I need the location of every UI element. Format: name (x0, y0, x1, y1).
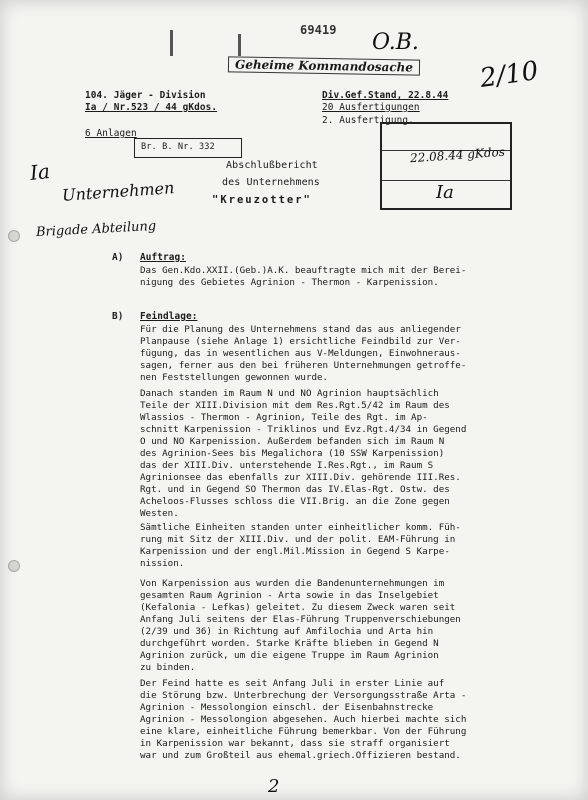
section-b-title: Feindlage: (140, 311, 198, 322)
text-line: zu binden. (140, 662, 196, 673)
text-line: Rgt. und in Gegend SO Thermon das IV.Elas-Rgt. Ostw. des (140, 484, 450, 495)
stamp-divider (382, 180, 510, 181)
section-b-paragraph-3 (140, 522, 550, 570)
text-line: fügung, das in wesentlichen aus V-Meldungen, Einwohneraus- (140, 348, 461, 359)
reference-number: Ia / Nr.523 / 44 gKdos. (85, 102, 218, 113)
title-line-1: Abschlußbericht (226, 160, 318, 171)
title-line-2: des Unternehmens (222, 177, 320, 188)
section-b-paragraph-1 (140, 324, 550, 384)
division-heading: 104. Jäger - Division (85, 90, 206, 101)
text-line: des Agrinion-Sees bis Megalichora (10 SSW Karpenission) (140, 448, 445, 459)
text-line: O und NO Karpenission. Außerdem befanden sich im Raum N (140, 436, 445, 447)
text-line: in Karpenission war bekannt, dass sie straff organisiert (140, 738, 450, 749)
text-line: gesamten Raum Agrinion - Arta sowie in das Inselgebiet (140, 590, 439, 601)
text-line: sagen, ferner aus den bei früheren Unternehmungen getroffe- (140, 360, 467, 371)
receipt-date-handwriting: 22.08.44 gKdos (409, 144, 506, 166)
number-stamp: 69419 (300, 23, 337, 37)
text-line: Karpenission und der engl.Mil.Mission in Gegend S Karpe- (140, 546, 450, 557)
binding-mark (170, 30, 173, 56)
text-line: eine klare, einheitliche Führung bemerkbar. Von der Führung (140, 726, 467, 737)
margin-handwriting-number: 2/10 (478, 56, 541, 94)
text-line: Teile der XIII.Division mit dem Res.Rgt.5/42 im Raum des (140, 400, 450, 411)
text-line: Für die Planung des Unternehmens stand das aus anliegender (140, 324, 461, 335)
text-line: Acheloos-Flusses schloss die VII.Brig. an die Zone gegen (140, 496, 450, 507)
text-line: das der XIII.Div. unterstehende I.Res.Rgt., im Raum S (140, 460, 434, 471)
registry-stamp (134, 138, 242, 158)
section-a-label: A) (112, 252, 124, 263)
text-line: (2/39 und 36) in Richtung auf Amfilochia und Arta hin (140, 626, 434, 637)
text-line: Das Gen.Kdo.XXII.(Geb.)A.K. beauftragte mich mit der Berei- (140, 265, 467, 276)
page-number-mark: 2 (268, 776, 280, 797)
punch-hole (8, 560, 20, 572)
text-line: Agrinion - Messolongion einschl. der Eisenbahnstrecke (140, 702, 434, 713)
section-b-paragraph-5 (140, 678, 550, 762)
section-b-paragraph-4 (140, 578, 550, 674)
text-line: Wlassios - Thermon - Agrinion, Teile des Rgt. im Ap- (140, 412, 428, 423)
initials-handwriting: O.B. (372, 30, 419, 55)
receiver-handwriting: Ia (436, 182, 454, 203)
text-line: Sämtliche Einheiten standen unter einheitlicher komm. Füh- (140, 522, 461, 533)
receipt-stamp (380, 122, 512, 210)
attachments-count: 6 Anlagen (85, 128, 137, 139)
location-date: Div.Gef.Stand, 22.8.44 (322, 90, 449, 101)
text-line: Von Karpenission aus wurden die Bandenunternehmungen im (140, 578, 445, 589)
text-line: Agrinion zurück, um die eigene Truppe im Raum Agrinion (140, 650, 439, 661)
binding-mark (238, 34, 241, 56)
text-line: (Kefalonia - Lefkas) geleitet. Zu diesem Zweck waren seit (140, 602, 456, 613)
copies-count: 20 Ausfertigungen (322, 102, 420, 113)
copy-number: 2. Ausfertigung. (322, 115, 414, 126)
text-line: Planpause (siehe Anlage 1) ersichtliche Feindbild zur Ver- (140, 336, 461, 347)
punch-hole (8, 230, 20, 242)
section-b-label: B) (112, 311, 124, 322)
text-line: nen Feststellungen gewonnen wurde. (140, 372, 329, 383)
text-line: nigung des Gebietes Agrinion - Thermon - Karpenission. (140, 277, 439, 288)
margin-note-line-1: Ia (28, 159, 52, 185)
section-b-paragraph-2 (140, 388, 550, 520)
text-line: Anfang Juli seitens der Elas-Führung Truppenverschiebungen (140, 614, 461, 625)
registry-number: Br. B. Nr. 332 (141, 142, 215, 152)
section-a-title: Auftrag: (140, 252, 186, 263)
classification-stamp: Geheime Kommandosache (228, 56, 420, 75)
operation-name: "Kreuzotter" (212, 194, 312, 206)
text-line: nission. (140, 558, 185, 569)
text-line: Der Feind hatte es seit Anfang Juli in erster Linie auf (140, 678, 445, 689)
text-line: Agrinion - Messolongion abgesehen. Auch hierbei machte sich (140, 714, 467, 725)
margin-note-line-2: Unternehmen (61, 178, 175, 205)
section-a-text (140, 265, 550, 289)
text-line: war und zum Großteil aus ehemal.griech.Offizieren bestand. (140, 750, 461, 761)
margin-note-line-3: Brigade Abteilung (35, 218, 157, 241)
text-line: die Störung bzw. Unterbrechung der Versorgungsstraße Arta - (140, 690, 467, 701)
text-line: Westen. (140, 508, 179, 519)
text-line: Danach standen im Raum N und NO Agrinion hauptsächlich (140, 388, 439, 399)
text-line: rung mit Sitz der XIII.Div. und der polit. EAM-Führung in (140, 534, 456, 545)
text-line: schnitt Karpenission - Triklinos und Evz.Rgt.4/34 in Gegend (140, 424, 467, 435)
text-line: Agrinionsee das ebenfalls zur XIII.Div. gehörende III.Res. (140, 472, 461, 483)
text-line: durchgeführt worden. Starke Kräfte blieben in Gegend N (140, 638, 439, 649)
